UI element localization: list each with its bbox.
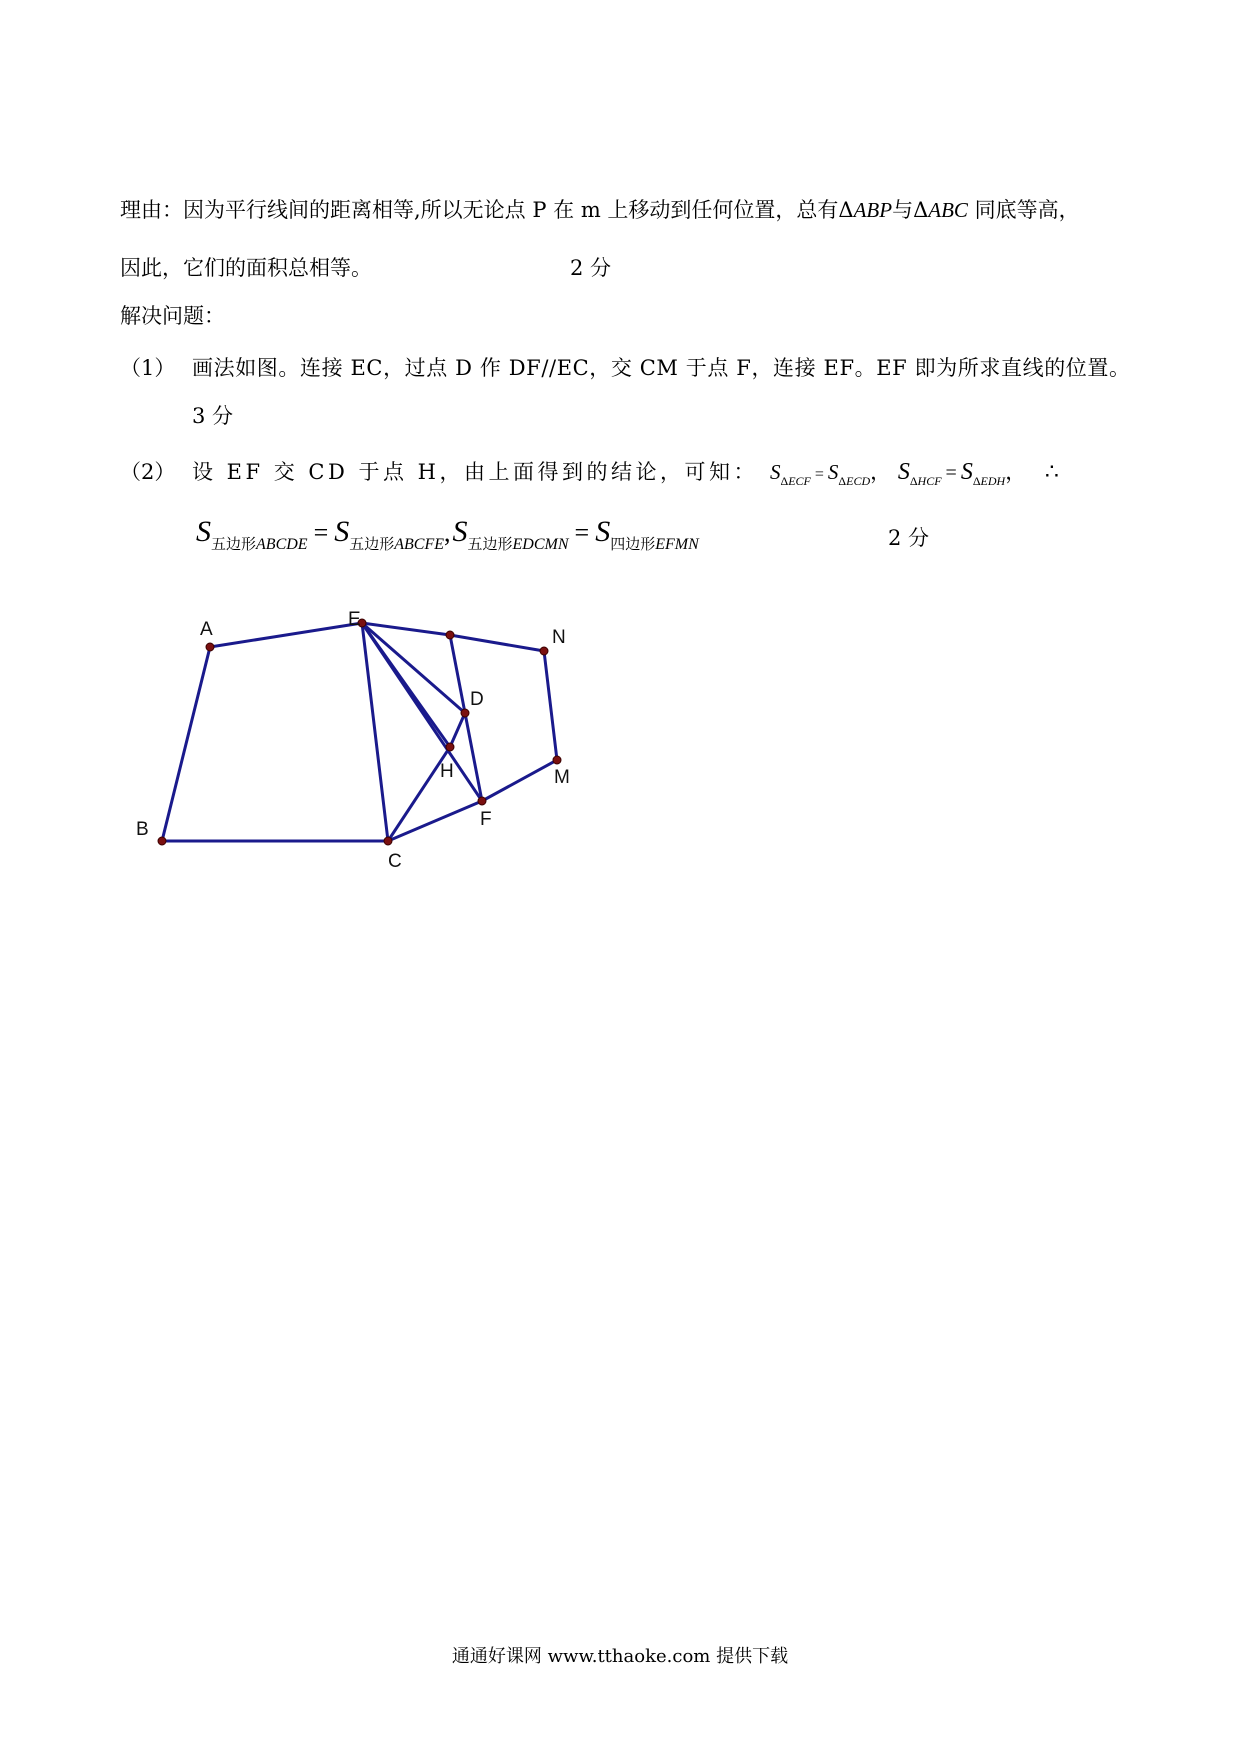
edge-ba xyxy=(162,647,210,841)
point-b xyxy=(158,837,166,845)
label-h: H xyxy=(440,761,454,782)
reason-and: 与 xyxy=(892,198,914,222)
item2-text: 设 EF 交 CD 于点 H，由上面得到的结论，可知： xyxy=(192,460,758,484)
point-n xyxy=(540,647,548,655)
reason-text-2: 同底等高， xyxy=(967,198,1080,222)
reason-score: 2 分 xyxy=(570,256,612,280)
triangle-symbol-2: Δ xyxy=(913,198,929,222)
area-quadrilateral-efmn: $S_{四边形EFMN}$ xyxy=(595,515,699,553)
item1-score: 3 分 xyxy=(192,404,234,428)
solve-heading: 解决问题： xyxy=(120,304,225,328)
area-pentagon-abcfe: $S_{五边形ABCFE}$ xyxy=(334,515,445,553)
edge-mf xyxy=(482,760,557,801)
point-a xyxy=(206,643,214,651)
area-hcf: $S_{\Delta HCF}$ xyxy=(897,459,942,488)
label-m: M xyxy=(554,767,570,788)
item2-area-equations: $S_{\Delta ECF} = S_{\Delta ECD}$， $S_{\Delta HCF} = S_{\Delta EDH}$， ∴ xyxy=(770,459,1059,488)
triangle-abp: ABP xyxy=(853,198,893,222)
edge-dh xyxy=(450,713,465,747)
figure-edges xyxy=(162,623,557,841)
geometry-figure xyxy=(120,585,600,905)
reason-line-1 xyxy=(120,196,1080,224)
polygon-area-equation: $S_{五边形ABCDE} = S_{五边形ABCFE},S_{五边形EDCMN} = S_{四边形EFMN}$ xyxy=(196,515,699,553)
area-pentagon-edcmn: $S_{五边形EDCMN}$ xyxy=(452,515,569,553)
reason-conclusion: 因此，它们的面积总相等。 xyxy=(120,256,372,280)
label-f: F xyxy=(480,809,492,830)
label-d: D xyxy=(470,689,484,710)
edge-tn xyxy=(450,635,544,651)
point-t xyxy=(446,631,454,639)
label-c: C xyxy=(388,851,402,872)
edge-nm xyxy=(544,651,557,760)
label-b: B xyxy=(136,819,149,840)
triangle-symbol: Δ xyxy=(838,198,854,222)
area-ecd: $S_{\Delta ECD}$ xyxy=(827,460,871,488)
label-e: E xyxy=(348,609,361,630)
point-c xyxy=(384,837,392,845)
reason-line-2 xyxy=(120,254,372,282)
area-ecf: $S_{\Delta ECF}$ xyxy=(770,460,811,488)
point-d xyxy=(461,709,469,717)
therefore-symbol: ∴ xyxy=(1044,460,1059,485)
item1-text: 画法如图。连接 EC，过点 D 作 DF//EC，交 CM 于点 F，连接 EF。EF 即为所求直线的位置。 xyxy=(192,356,1131,380)
point-f xyxy=(478,797,486,805)
area-pentagon-abcde: $S_{五边形ABCDE}$ xyxy=(196,515,308,553)
item2-number: （2） xyxy=(120,460,176,484)
item1-number: （1） xyxy=(120,356,176,380)
reason-text-1: 理由：因为平行线间的距离相等,所以无论点 P 在 m 上移动到任何位置，总有 xyxy=(120,198,839,222)
footer: 通通好课网 www.tthaoke.com 提供下载 xyxy=(451,1646,789,1667)
label-a: A xyxy=(200,619,213,640)
edge-ae xyxy=(210,623,362,647)
label-n: N xyxy=(552,627,566,648)
triangle-abc: ABC xyxy=(928,198,968,222)
point-m xyxy=(553,756,561,764)
area-edh: $S_{\Delta EDH}$ xyxy=(960,459,1006,488)
point-h xyxy=(446,743,454,751)
figure-labels xyxy=(136,609,570,872)
figure-points xyxy=(158,619,561,845)
item2-score: 2 分 xyxy=(888,526,930,550)
